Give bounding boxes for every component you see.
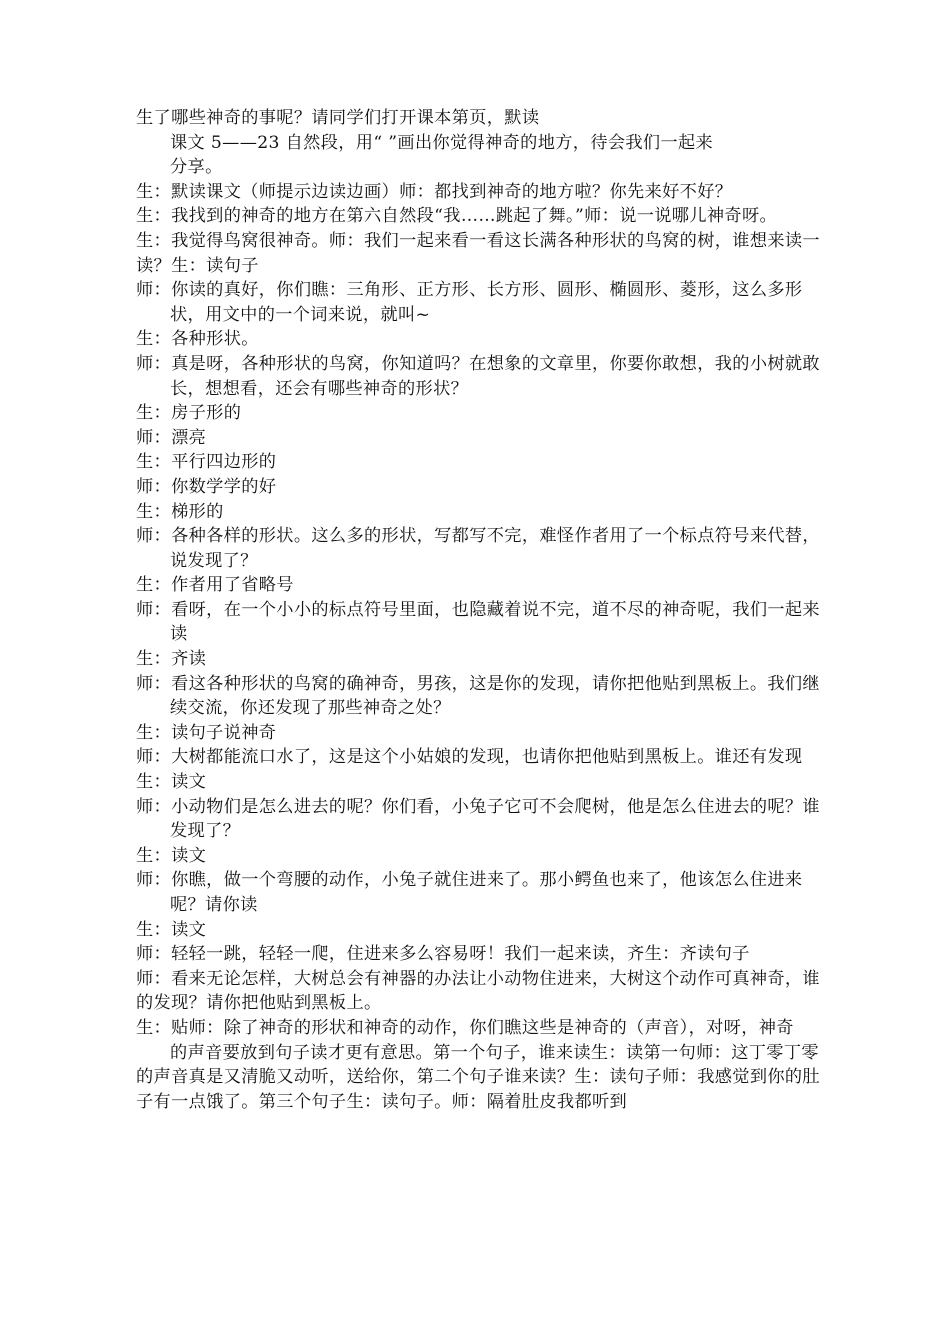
student-line: 生：作者用了省略号 xyxy=(136,575,294,596)
teacher-line: 师：你数学学的好 xyxy=(136,476,277,497)
teacher-line: 师：轻轻一跳，轻轻一爬，住进来多么容易呀！我们一起来读，齐生：齐读句子 xyxy=(136,944,750,965)
student-line: 生：梯形的 xyxy=(136,501,224,522)
teacher-line: 师：小动物们是怎么进去的呢？你们看，小兔子它可不会爬树，他是怎么住进去的呢？谁发现了？ xyxy=(136,796,820,842)
teacher-line: 师：真是呀，各种形状的鸟窝，你知道吗？在想象的文章里，你要你敢想，我的小树就敢长，想想看，还会有哪些神奇的形状？ xyxy=(136,353,820,399)
student-line: 生：各种形状。 xyxy=(136,329,259,350)
paragraph: 课文 5——23 自然段，用“ ”画出你觉得神奇的地方，待会我们一起来 xyxy=(170,132,714,153)
teacher-line: 师：你读的真好，你们瞧：三角形、正方形、长方形、圆形、椭圆形、菱形，这么多形状，用文中的一个词来说，就叫~ xyxy=(136,280,803,325)
student-line: 生：读句子说神奇 xyxy=(136,722,277,743)
student-line: 生：默读课文（师提示边读边画）师：都找到神奇的地方啦？你先来好不好？ xyxy=(136,181,733,202)
student-line: 生：房子形的 xyxy=(136,403,242,424)
teacher-line: 师：你瞧，做一个弯腰的动作，小兔子就住进来了。那小鳄鱼也来了，他该怎么住进来呢？请你读 xyxy=(136,870,803,915)
teacher-line: 师：看呀，在一个小小的标点符号里面，也隐藏着说不完，道不尽的神奇呢，我们一起来读 xyxy=(136,599,820,645)
student-line: 生：我找到的神奇的地方在第六自然段“我……跳起了舞。”师：说一说哪儿神奇呀。 xyxy=(136,206,778,227)
paragraph: 分享。 xyxy=(170,157,223,178)
lesson-transcript xyxy=(136,106,826,1114)
teacher-line: 师：看来无论怎样，大树总会有神器的办法让小动物住进来，大树这个动作可真神奇，谁的发现？请你把他贴到黑板上。 xyxy=(136,968,820,1014)
student-line: 生：读文 xyxy=(136,772,207,793)
paragraph: 生了哪些神奇的事呢？请同学们打开课本第页，默读 xyxy=(136,108,540,128)
student-line: 生：平行四边形的 xyxy=(136,452,277,473)
student-line: 生：读文 xyxy=(136,919,207,940)
student-line: 生：我觉得鸟窝很神奇。师：我们一起来看一看这长满各种形状的鸟窝的树，谁想来读一读？生：读句子 xyxy=(136,230,820,276)
teacher-line: 师：漂亮 xyxy=(136,427,207,448)
paragraph: 的声音要放到句子读才更有意思。第一个句子，谁来读生：读第一句师：这丁零丁零的声音真是又清脆又动听，送给你，第二个句子谁来读？生：读句子师：我感觉到你的肚子有一点饿了。第三个句子生：读句子。师：隔着肚皮我都听到 xyxy=(136,1042,820,1112)
student-line: 生：读文 xyxy=(136,845,207,866)
student-line: 生：齐读 xyxy=(136,649,207,670)
teacher-line: 师：各种各样的形状。这么多的形状，写都写不完，难怪作者用了一个标点符号来代替，说发现了？ xyxy=(136,526,820,571)
teacher-line: 师：看这各种形状的鸟窝的确神奇，男孩，这是你的发现，请你把他贴到黑板上。我们继续交流，你还发现了那些神奇之处？ xyxy=(136,673,820,719)
student-line: 生：贴师：除了神奇的形状和神奇的动作，你们瞧这些是神奇的（声音），对呀，神奇 xyxy=(136,1017,794,1038)
teacher-line: 师：大树都能流口水了，这是这个小姑娘的发现，也请你把他贴到黑板上。谁还有发现 xyxy=(136,747,803,768)
